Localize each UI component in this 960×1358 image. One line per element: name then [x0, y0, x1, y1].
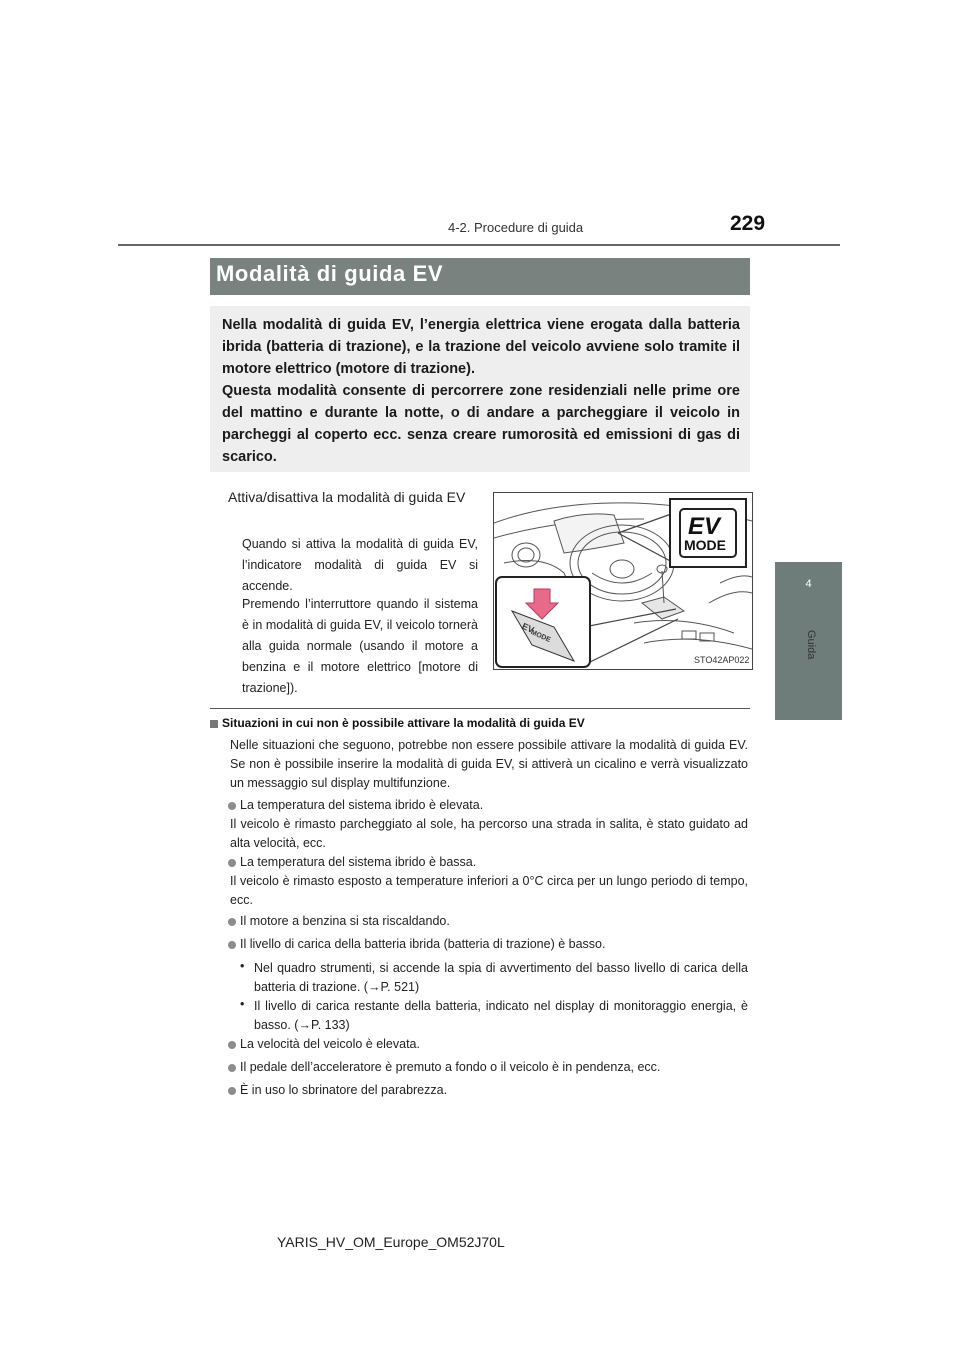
- ev-label: EV: [688, 513, 721, 540]
- sub-bullet-icon: •: [240, 997, 245, 1011]
- situation-item-3: Il motore a benzina si sta riscaldando.: [240, 914, 450, 928]
- situation-item-4: Il livello di carica della batteria ibrida (batteria di trazione) è basso.: [240, 937, 606, 951]
- bullet-icon: [228, 941, 236, 949]
- situations-heading: Situazioni in cui non è possibile attivare la modalità di guida EV: [222, 716, 585, 730]
- header-divider: [118, 244, 840, 246]
- ev-mode-illustration: [493, 492, 753, 670]
- square-bullet-icon: [210, 720, 218, 728]
- document-footer: YARIS_HV_OM_Europe_OM52J70L: [277, 1234, 505, 1250]
- situation-item-4-sub-1: Nel quadro strumenti, si accende la spia di avvertimento del basso livello di carica della batteria di trazione. (→P. 521): [254, 961, 748, 994]
- bullet-icon: [228, 859, 236, 867]
- bullet-icon: [228, 918, 236, 926]
- chapter-label: Guida: [805, 630, 817, 660]
- chapter-number: 4: [805, 578, 812, 590]
- page-title: Modalità di guida EV: [216, 261, 444, 286]
- section-divider: [210, 708, 750, 709]
- situation-item-1-detail: Il veicolo è rimasto parcheggiato al sole, ha percorso una strada in salita, è stato guidato ad alta velocità, ecc.: [230, 817, 748, 850]
- mode-label: MODE: [684, 537, 726, 553]
- switch-ev-label: EV: [520, 620, 536, 636]
- ev-mode-lead: Attiva/disattiva la modalità di guida EV: [228, 489, 466, 505]
- situation-item-7: È in uso lo sbrinatore del parabrezza.: [240, 1083, 448, 1097]
- illustration-code: STO42AP022: [694, 655, 750, 665]
- bullet-icon: [228, 1087, 236, 1095]
- situations-intro: Nelle situazioni che seguono, potrebbe non essere possibile attivare la modalità di guida EV. Se non è possibile inserire la modalità di guida EV, si attiverà un cicalino e verrà visualizzato un messaggio sul display multifunzione.: [230, 738, 748, 790]
- ev-mode-activate-text: Quando si attiva la modalità di guida EV, l’indicatore modalità di guida EV si accende.: [242, 537, 478, 593]
- page-number: 229: [730, 212, 766, 235]
- situation-item-1: La temperatura del sistema ibrido è elevata.: [240, 798, 484, 812]
- section-header: 4-2. Procedure di guida: [448, 220, 584, 235]
- intro-paragraph-1: Nella modalità di guida EV, l’energia elettrica viene erogata dalla batteria ibrida (batteria di trazione), e la trazione del veicolo avviene solo tramite il motore elettrico (motore di trazione).: [222, 317, 740, 377]
- situation-item-2: La temperatura del sistema ibrido è bassa.: [240, 855, 477, 869]
- intro-paragraph-2: Questa modalità consente di percorrere zone residenziali nelle prime ore del mattino e durante la notte, o di andare a parcheggiare il veicolo in parcheggi al coperto ecc. senza creare rumorosità ed emissioni di gas di scarico.: [222, 383, 740, 465]
- situation-item-2-detail: Il veicolo è rimasto esposto a temperature inferiori a 0°C circa per un lungo periodo di tempo, ecc.: [230, 874, 748, 907]
- bullet-icon: [228, 1064, 236, 1072]
- sub-bullet-icon: •: [240, 959, 245, 973]
- situation-item-4-sub-2: Il livello di carica restante della batteria, indicato nel display di monitoraggio energia, è basso. (→P. 133): [254, 999, 748, 1032]
- bullet-icon: [228, 1041, 236, 1049]
- bullet-icon: [228, 802, 236, 810]
- situation-item-6: Il pedale dell’acceleratore è premuto a fondo o il veicolo è in pendenza, ecc.: [240, 1060, 661, 1074]
- situation-item-5: La velocità del veicolo è elevata.: [240, 1037, 420, 1051]
- ev-mode-deactivate-text: Premendo l’interruttore quando il sistema è in modalità di guida EV, il veicolo tornerà alla guida normale (usando il motore a benzina e il motore elettrico [motore di trazione]).: [242, 597, 478, 695]
- switch-mode-label: MODE: [529, 629, 552, 644]
